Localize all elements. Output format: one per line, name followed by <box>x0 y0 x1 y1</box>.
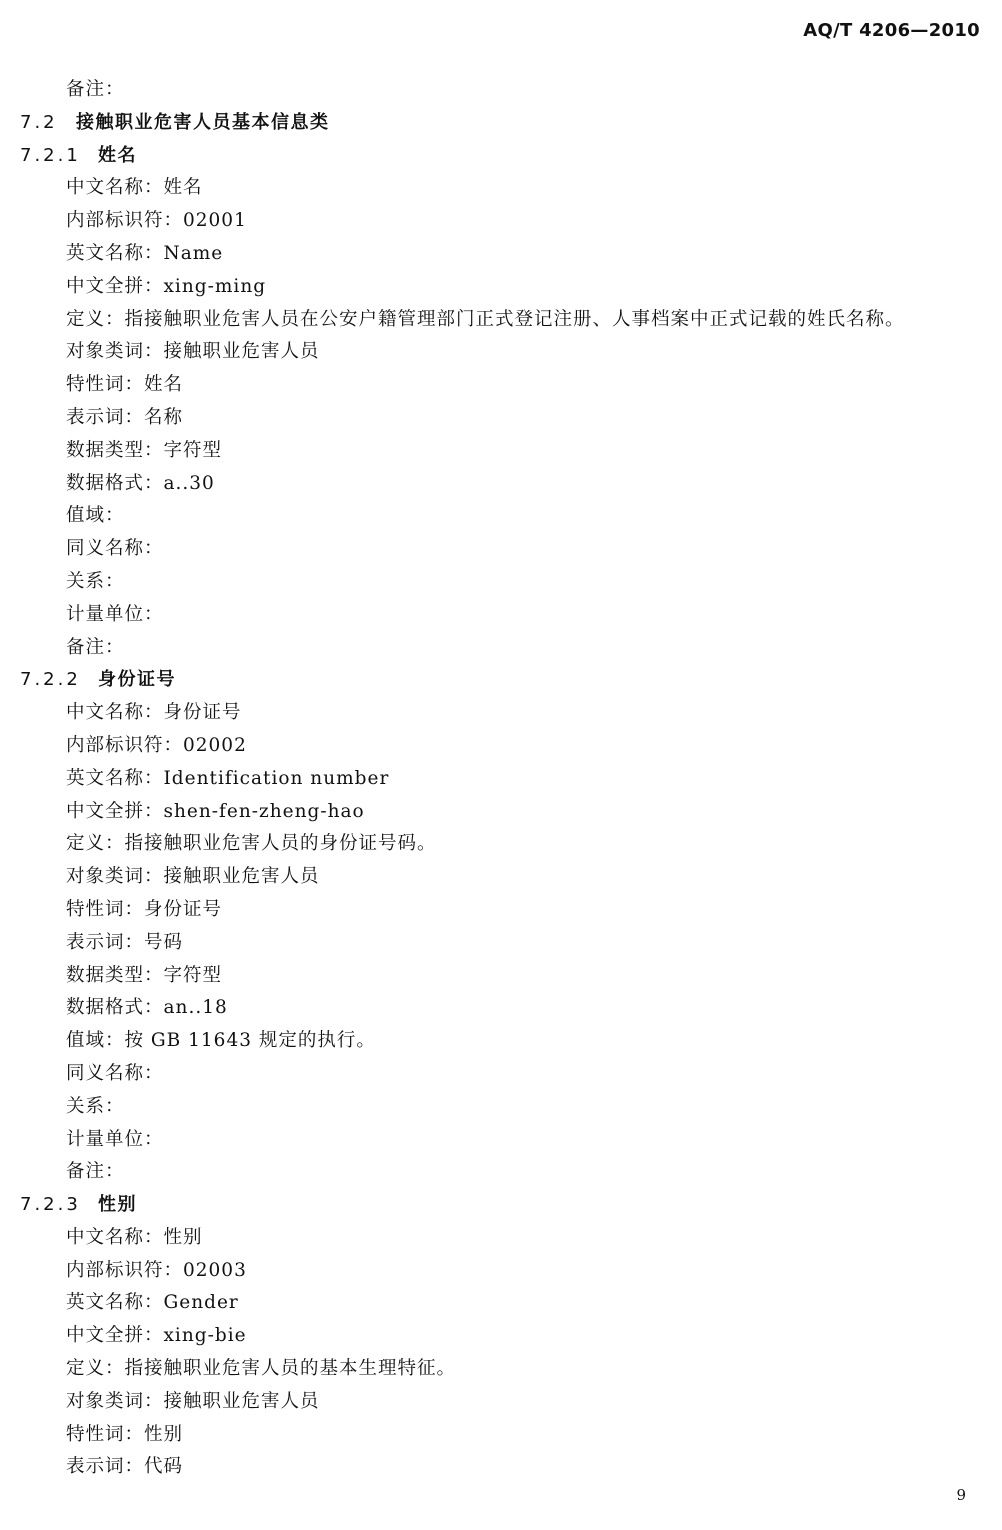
field-line: 数据类型：字符型 <box>66 964 223 986</box>
document-body <box>0 74 1002 1484</box>
field-line: 特性词：姓名 <box>66 374 184 396</box>
field-line: 定义：指接触职业危害人员在公安户籍管理部门正式登记注册、人事档案中正式记载的姓氏名称。 <box>66 308 905 330</box>
field-line: 对象类词：接触职业危害人员 <box>66 341 320 363</box>
field-line: 中文全拼：xing-ming <box>66 275 267 297</box>
field-line: 英文名称：Name <box>66 242 224 264</box>
subsection-number: 7.2.1 <box>20 144 81 166</box>
section-heading-7-2 <box>0 107 1002 140</box>
field-line: 备注： <box>66 636 125 658</box>
subsection-number: 7.2.2 <box>20 669 81 691</box>
field-line: 中文全拼：xing-bie <box>66 1325 247 1347</box>
field-line: 计量单位： <box>66 1128 164 1150</box>
field-line: 中文名称：性别 <box>66 1226 203 1248</box>
subsection-title: 姓名 <box>98 144 137 166</box>
field-line: 数据格式：an..18 <box>66 997 228 1019</box>
subsection-number: 7.2.3 <box>20 1194 81 1216</box>
field-line: 对象类词：接触职业危害人员 <box>66 866 320 888</box>
field-line: 表示词：号码 <box>66 931 184 953</box>
section-number: 7.2 <box>20 111 58 133</box>
field-line: 英文名称：Identification number <box>66 767 390 789</box>
subsection-heading-7-2-3 <box>0 1189 1002 1222</box>
field-line: 对象类词：接触职业危害人员 <box>66 1390 320 1412</box>
field-line: 中文名称：姓名 <box>66 177 203 199</box>
field-line: 备注： <box>66 1161 125 1183</box>
page-number: 9 <box>956 1486 966 1504</box>
field-line: 中文名称：身份证号 <box>66 702 242 724</box>
field-line: 数据类型：字符型 <box>66 439 223 461</box>
field-line: 值域：按 GB 11643 规定的执行。 <box>66 1030 376 1052</box>
field-line: 定义：指接触职业危害人员的身份证号码。 <box>66 833 437 855</box>
subsection-heading-7-2-1 <box>0 140 1002 173</box>
field-line: 内部标识符：02002 <box>66 734 247 756</box>
field-line: 关系： <box>66 570 125 592</box>
field-line: 特性词：性别 <box>66 1423 184 1445</box>
standard-code: AQ/T 4206—2010 <box>803 20 980 41</box>
field-line: 内部标识符：02001 <box>66 210 247 232</box>
note-line: 备注： <box>66 79 125 100</box>
field-line: 关系： <box>66 1095 125 1117</box>
field-line: 特性词：身份证号 <box>66 898 223 920</box>
field-line: 表示词：名称 <box>66 406 184 428</box>
field-line: 定义：指接触职业危害人员的基本生理特征。 <box>66 1358 457 1380</box>
subsection-heading-7-2-2 <box>0 664 1002 697</box>
field-line: 同义名称： <box>66 1062 164 1084</box>
field-line: 英文名称：Gender <box>66 1292 239 1314</box>
field-line: 值域： <box>66 505 125 527</box>
subsection-title: 性别 <box>98 1194 137 1216</box>
field-line: 内部标识符：02003 <box>66 1259 247 1281</box>
field-line: 计量单位： <box>66 603 164 625</box>
field-line: 同义名称： <box>66 538 164 560</box>
field-line: 中文全拼：shen-fen-zheng-hao <box>66 800 365 822</box>
subsection-title: 身份证号 <box>98 669 176 691</box>
field-line: 数据格式：a..30 <box>66 472 215 494</box>
field-line: 表示词：代码 <box>66 1456 184 1478</box>
section-title: 接触职业危害人员基本信息类 <box>76 111 330 133</box>
